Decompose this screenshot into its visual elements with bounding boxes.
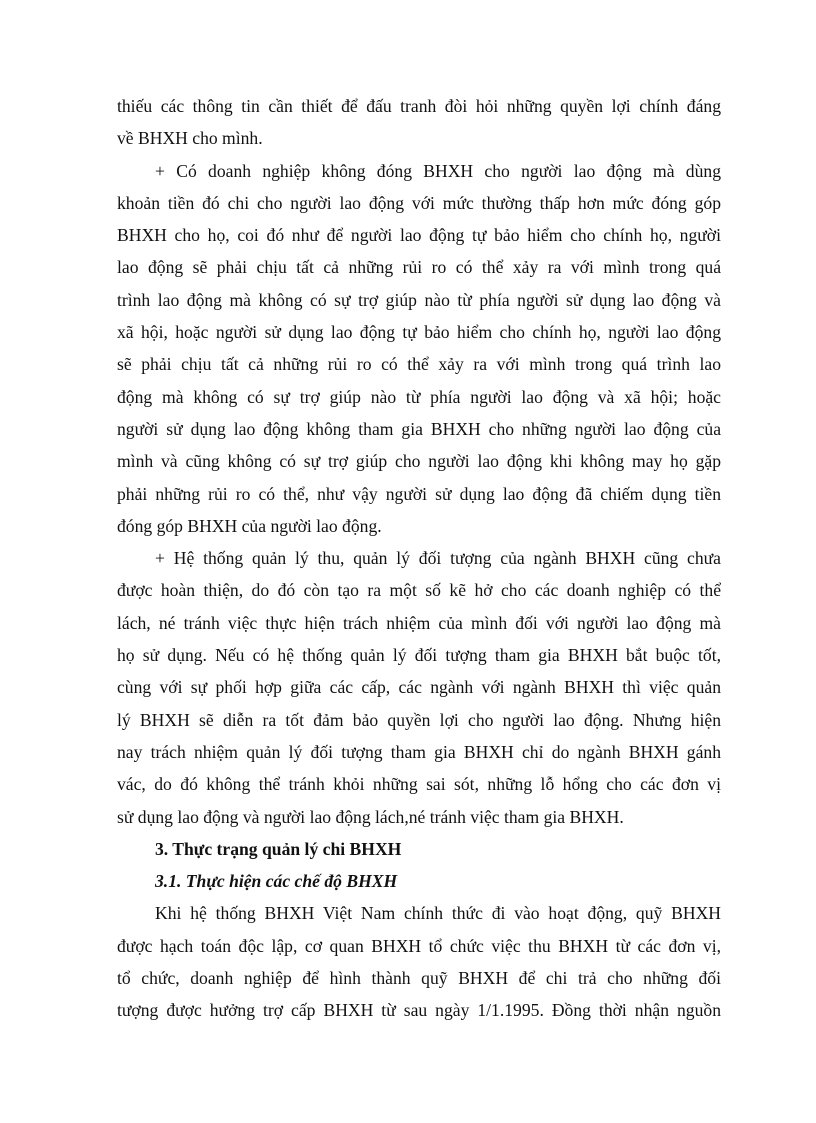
text-line: lao động sẽ phải chịu tất cả những rủi ro có thể xảy ra với mình trong quá — [117, 257, 721, 278]
text-line: khoản tiền đó chi cho người lao động với mức thường thấp hơn mức đóng góp — [117, 192, 721, 213]
text-line: về BHXH cho mình. — [117, 128, 263, 149]
text-line: họ sử dụng. Nếu có hệ thống quản lý đối tượng tham gia BHXH bắt buộc tốt, — [117, 645, 721, 666]
paragraph-1 — [117, 90, 721, 155]
text-line: phải những rủi ro có thể, như vậy người sử dụng lao động đã chiếm dụng tiền — [117, 483, 721, 504]
text-line: được hạch toán độc lập, cơ quan BHXH tổ chức việc thu BHXH từ các đơn vị, — [117, 935, 721, 956]
text-line: BHXH cho họ, coi đó như để người lao động tự bảo hiểm cho chính họ, người — [117, 225, 721, 246]
text-line: mình và cũng không có sự trợ giúp cho người lao động khi không may họ gặp — [117, 451, 721, 472]
text-line: nay trách nhiệm quản lý đối tượng tham gia BHXH chỉ do ngành BHXH gánh — [117, 741, 721, 762]
subsection-heading: 3.1. Thực hiện các chế độ BHXH — [155, 871, 398, 892]
text-line: trình lao động mà không có sự trợ giúp nào từ phía người sử dụng lao động và — [117, 289, 721, 310]
text-line: + Hệ thống quản lý thu, quản lý đối tượng của ngành BHXH cũng chưa — [155, 548, 721, 569]
text-line: người sử dụng lao động không tham gia BHXH cho những người lao động của — [117, 418, 721, 439]
text-line: tổ chức, doanh nghiệp để hình thành quỹ BHXH để chi trả cho những đối — [117, 968, 721, 989]
text-line: động mà không có sự trợ giúp nào từ phía người lao động và xã hội; hoặc — [117, 386, 721, 407]
text-line: tượng được hưởng trợ cấp BHXH từ sau ngày 1/1.1995. Đồng thời nhận nguồn — [117, 1000, 721, 1021]
text-line: sử dụng lao động và người lao động lách,né tránh việc tham gia BHXH. — [117, 806, 624, 827]
text-line: Khi hệ thống BHXH Việt Nam chính thức đi vào hoạt động, quỹ BHXH — [155, 903, 721, 924]
section-heading: 3. Thực trạng quản lý chi BHXH — [155, 838, 402, 859]
text-line: được hoàn thiện, do đó còn tạo ra một số kẽ hở cho các doanh nghiệp có thể — [117, 580, 721, 601]
text-line: thiếu các thông tin cần thiết để đấu tranh đòi hỏi những quyền lợi chính đáng — [117, 96, 721, 116]
text-line: vác, do đó không thể tránh khỏi những sai sót, những lỗ hổng cho các đơn vị — [117, 774, 721, 795]
text-line: đóng góp BHXH của người lao động. — [117, 515, 382, 536]
paragraph-2 — [117, 155, 721, 543]
text-line: lý BHXH sẽ diễn ra tốt đảm bảo quyền lợi cho người lao động. Nhưng hiện — [117, 709, 721, 730]
paragraph-3 — [117, 542, 721, 833]
document-page — [117, 90, 721, 1027]
text-line: xã hội, hoặc người sử dụng lao động tự bảo hiểm cho chính họ, người lao động — [117, 322, 721, 343]
text-line: cùng với sự phối hợp giữa các cấp, các ngành với ngành BHXH thì việc quản — [117, 677, 721, 698]
text-line: lách, né tránh việc thực hiện trách nhiệm của mình đối với người lao động mà — [117, 612, 721, 633]
text-line: sẽ phải chịu tất cả những rủi ro có thể xảy ra với mình trong quá trình lao — [117, 354, 721, 375]
paragraph-4 — [117, 897, 721, 1026]
text-line: + Có doanh nghiệp không đóng BHXH cho người lao động mà dùng — [155, 160, 721, 181]
